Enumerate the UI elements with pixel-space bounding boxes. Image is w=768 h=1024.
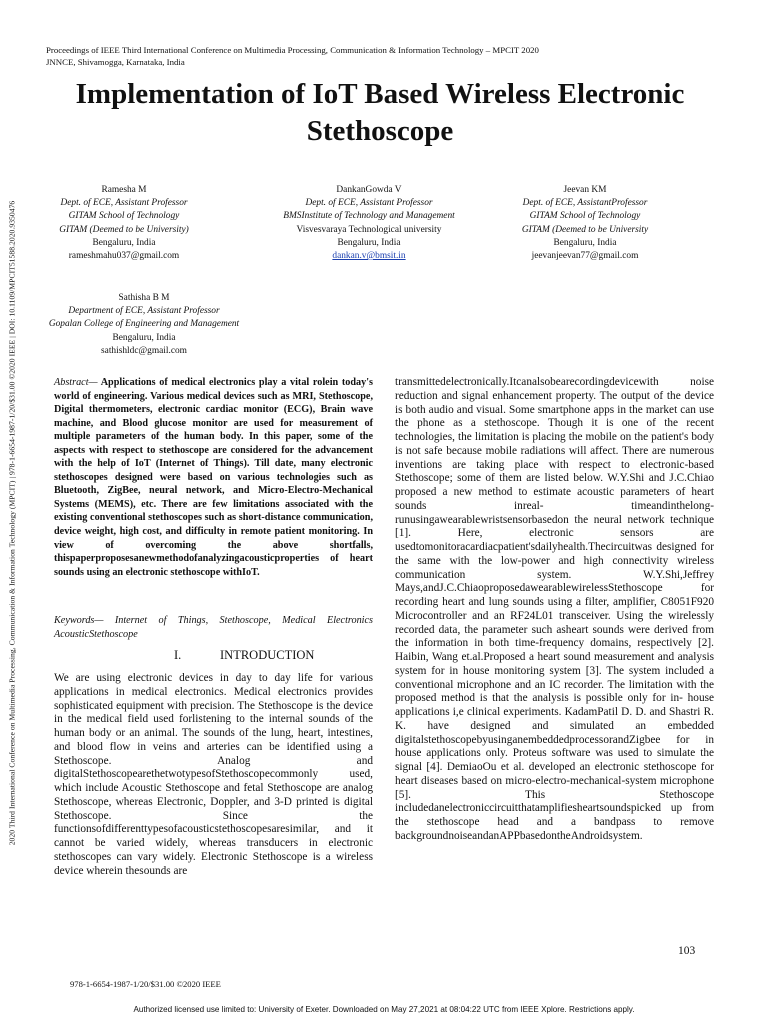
conference-line: Proceedings of IEEE Third International Conference on Multimedia Processing, Communication & Information Technology – MPCIT 2020 [46, 45, 539, 55]
author-email: rameshmahu037@gmail.com [68, 251, 180, 262]
author-affiliation: GITAM (Deemed to be University [521, 224, 649, 235]
author-block-1 [34, 184, 214, 263]
section-title: INTRODUCTION [220, 648, 315, 662]
author-affiliation: Visvesvaraya Technological university [296, 224, 442, 235]
author-affiliation: GITAM School of Technology [529, 211, 641, 222]
author-affiliation: Department of ECE, Assistant Professor [68, 306, 220, 317]
author-affiliation: Gopalan College of Engineering and Management [48, 319, 240, 330]
introduction-column [54, 672, 373, 878]
author-block-4 [34, 292, 254, 358]
author-name: Jeevan KM [563, 185, 607, 195]
introduction-text: We are using electronic devices in day to day life for various applications in medical electronics. Medical electronics provides sophisticated equipment with precision. The Stethoscope is the device in the medical field used forlistening to the internal sounds of the human body or an animal. The sounds of the lung, heart, intestines, and blood flow in veins and arteries can be identified using a Stethoscope. Analog and digitalStethoscopearethetwotypesofStethoscopecommonly used, which include Acoustic Stethoscope and fetal Stethoscope are analog Stethoscope, whereas Electronic, Doppler, and 3-D printed is digital Stethoscope. Since the functionsofdifferenttypesofacousticstethoscopesaresimilar, and it cannot be varied widely, whereas transducers in electronic stethoscopes can vary widely. Electronic Stethoscope is a wireless device wherein thesounds are [54, 672, 373, 877]
conference-header [46, 44, 736, 68]
author-email: sathishldc@gmail.com [101, 345, 187, 356]
keywords-text: Keywords— Internet of Things, Stethoscope, Medical Electronics AcousticStethoscope [54, 615, 373, 640]
author-name: Ramesha M [101, 185, 147, 195]
author-block-2 [254, 184, 484, 263]
side-doi-text: 2020 Third International Conference on Multimedia Processing, Communication & Information Technology (MPCIT) | 978-1-6654-1987-1/20/$31.00 ©2020 IEEE | DOI: 10.1109/MPCIT51588.2020.9350476 [7, 200, 17, 846]
author-city: Bengaluru, India [112, 332, 176, 343]
license-footer: Authorized licensed use limited to: University of Exeter. Downloaded on May 27,2021 at 08:04:22 UTC from IEEE Xplore. Restrictions apply. [133, 1005, 635, 1014]
paper-title [40, 76, 720, 150]
title-line-2: Stethoscope [306, 115, 454, 147]
author-email: jeevanjeevan77@gmail.com [531, 251, 639, 262]
abstract [54, 376, 373, 579]
abstract-lead: Abstract— [54, 377, 98, 388]
author-name: DankanGowda V [336, 185, 402, 195]
keywords [54, 614, 373, 641]
author-affiliation: Dept. of ECE, Assistant Professor [60, 198, 188, 209]
author-affiliation: GITAM (Deemed to be University) [59, 224, 189, 235]
page-number: 103 [678, 945, 696, 957]
author-affiliation: Dept. of ECE, Assistant Professor [305, 198, 433, 209]
isbn-footer: 978-1-6654-1987-1/20/$31.00 ©2020 IEEE [70, 979, 221, 989]
title-line-1: Implementation of IoT Based Wireless Electronic [75, 78, 685, 110]
author-affiliation: BMSInstitute of Technology and Management [283, 211, 455, 222]
author-affiliation: GITAM School of Technology [68, 211, 180, 222]
venue-line: JNNCE, Shivamogga, Karnataka, India [46, 57, 185, 67]
author-name: Sathisha B M [118, 293, 170, 303]
abstract-text: Applications of medical electronics play a vital rolein today's world of engineering. Various medical devices such as MRI, Stethoscope, Digital thermometers, electronic cardiac monitor (ECG), Brain wave machine, and Blood glucose monitor are used for measurement of multiple parameters of the human body. In this paper, some of the aspects with respect to stethoscope are considered for the advancement with the help of IoT (Internet of Things). Till date, many electronic stethoscopes designed were based on various technologies such as Bluetooth, ZigBee, neural network, and Micro-Electro-Mechanical Systems (MEMS), etc. There are few limitations associated with the existing conventional stethoscopes such as short-distance communication, device weight, high cost, and difficulty in remote patient monitoring. In view of overcoming the above shortfalls, thispaperproposesanewmethodofanalyzingacousticproperties of heart sounds using an electronic stethoscope withIoT. [54, 377, 373, 578]
side-doi-strip [4, 78, 20, 968]
author-affiliation: Dept. of ECE, AssistantProfessor [522, 198, 648, 209]
author-city: Bengaluru, India [337, 237, 401, 248]
right-column-text: transmittedelectronically.Itcanalsobearecordingdevicewith noise reduction and signal enhancement property. The output of the device is both audio and visual. Some smartphone apps in the market can use the phone as a stethoscope. Though it is one of the recent technologies, the limitation is placing the mobile on the patient's body is not safe because mobile radiations will affect. There are numerous inventions are taking place with respect to electronic-based Stethoscope; some of them are listed below. W.Y.Shi and J.C.Chiao proposed a new method to estimate acoustic parameters of heart sounds inreal- timeandinthelong-runusingawearablewristsensorbasedon the neural network technique [1]. Here, electronic sensors are usedtomonitoracardiacpatient'sdailyhealth.Thecircuitwas designed for the same with the low-power and high connectivity wireless communication system. W.Y.Shi,Jeffrey Mays,andJ.C.ChiaoproposedawearablewirelessStethoscope for recording heart and lung sounds using a filter, amplifier, C8051F920 Microcontroller and an RF24L01 transceiver. Using the wirelessly recorded data, the parameter such asheart sounds were derived from the information in both time-frequency domains, respectively [2]. Haibin, Wang et.al.Proposed a heart sound measurement and analysis system for in house monitoring system [3]. The system included a conventional microphone and an IC recorder. The limitation with the proposed method is that the analysis is possible only for in- house applications i,e clinical experiments. KadamPatil D. D. and Shastri R. K. have designed and simulated an embedded digitalstethoscopebyusinganembeddedprocessorandZigbee for in house applications only. Proteus software was used to simulate the signal [4]. DemiaoOu et al. developed an electronic stethoscope for heart diseases based on micro-electro-mechanical-system microphone [5]. This Stethoscope includedanelectroniccircuitthatamplifiesheartsoundspicked up from the stethoscope head and a bandpass to remove backgroundnoiseandanAPPbasedontheAndroidsystem. [395, 376, 714, 842]
author-city: Bengaluru, India [553, 237, 617, 248]
section-number: I. [174, 648, 182, 662]
right-column [395, 376, 714, 844]
author-email-link[interactable]: dankan.v@bmsit.in [332, 251, 406, 262]
author-city: Bengaluru, India [92, 237, 156, 248]
author-block-3 [490, 184, 680, 263]
